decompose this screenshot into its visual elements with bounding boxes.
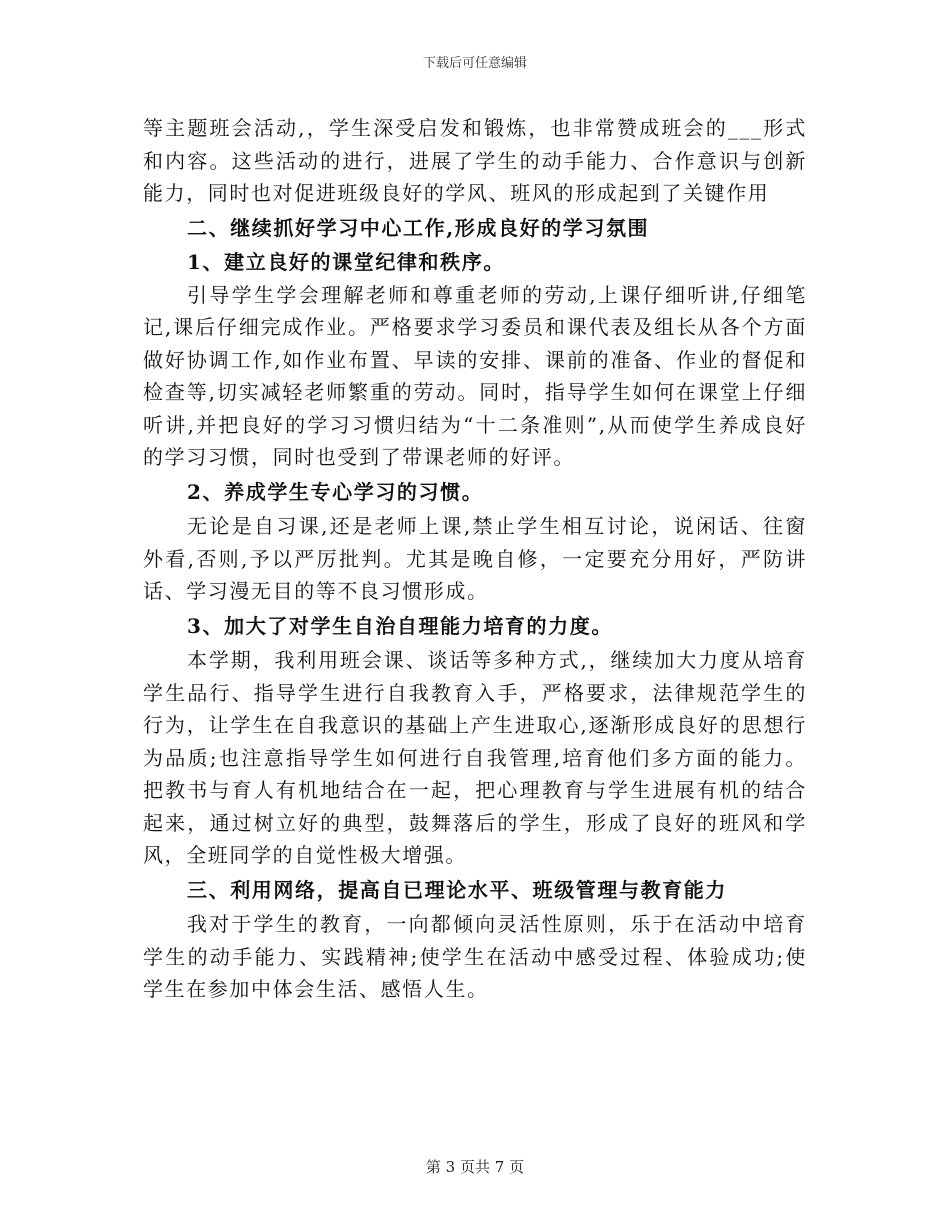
paragraph-classroom-discipline: 引导学生学会理解老师和尊重老师的劳动,上课仔细听讲,仔细笔记,课后仔细完成作业。严格要求学习委员和课代表及组长从各个方面做好协调工作,如作业布置、早读的安排、课前的准备、作业的督促和检查等,切实减轻老师繁重的劳动。同时，指导学生如何在课堂上仔细听讲,并把良好的学习习惯归结为“十二条准则”,从而使学生养成良好的学习习惯，同时也受到了带课老师的好评。	[143, 282, 807, 469]
section-heading-3: 三、利用网络，提高自已理论水平、班级管理与教育能力	[187, 877, 727, 902]
paragraph-study-habits: 无论是自习课,还是老师上课,禁止学生相互讨论，说闲话、往窗外看,否则,予以严厉批判。尤其是晚自修，一定要充分用好，严防讲话、学习漫无目的等不良习惯形成。	[143, 514, 807, 603]
subheading-1: 1、建立良好的课堂纪律和秩序。	[187, 250, 505, 274]
paragraph-activities: 等主题班会活动,，学生深受启发和锻炼，也非常赞成班会的___形式和内容。这些活动的进行，进展了学生的动手能力、合作意识与创新能力，同时也对促进班级良好的学风、班风的形成起到了关键作用	[143, 116, 807, 205]
page-header: 下载后可任意编辑	[422, 56, 527, 71]
subheading-3: 3、加大了对学生自治自理能力培育的力度。	[187, 613, 613, 638]
subheading-2: 2、养成学生专心学习的习惯。	[187, 479, 484, 504]
paragraph-flexible-education: 我对于学生的教育，一向都倾向灵活性原则，乐于在活动中培育学生的动手能力、实践精神;使学生在活动中感受过程、体验成功;使学生在参加中体会生活、感悟人生。	[143, 912, 807, 1001]
document-body	[143, 112, 807, 1006]
page-footer: 第 3 页共 7 页	[425, 1158, 525, 1176]
section-heading-2: 二、继续抓好学习中心工作,形成良好的学习氛围	[187, 215, 650, 240]
paragraph-self-management: 本学期，我利用班会课、谈话等多种方式,，继续加大力度从培育学生品行、指导学生进行自我教育入手，严格要求，法律规范学生的行为，让学生在自我意识的基础上产生进取心,逐渐形成良好的思想行为品质;也注意指导学生如何进行自我管理,培育他们多方面的能力。把教书与育人有机地结合在一起，把心理教育与学生进展有机的结合起来，通过树立好的典型，鼓舞落后的学生，形成了良好的班风和学风，全班同学的自觉性极大增强。	[143, 648, 807, 867]
